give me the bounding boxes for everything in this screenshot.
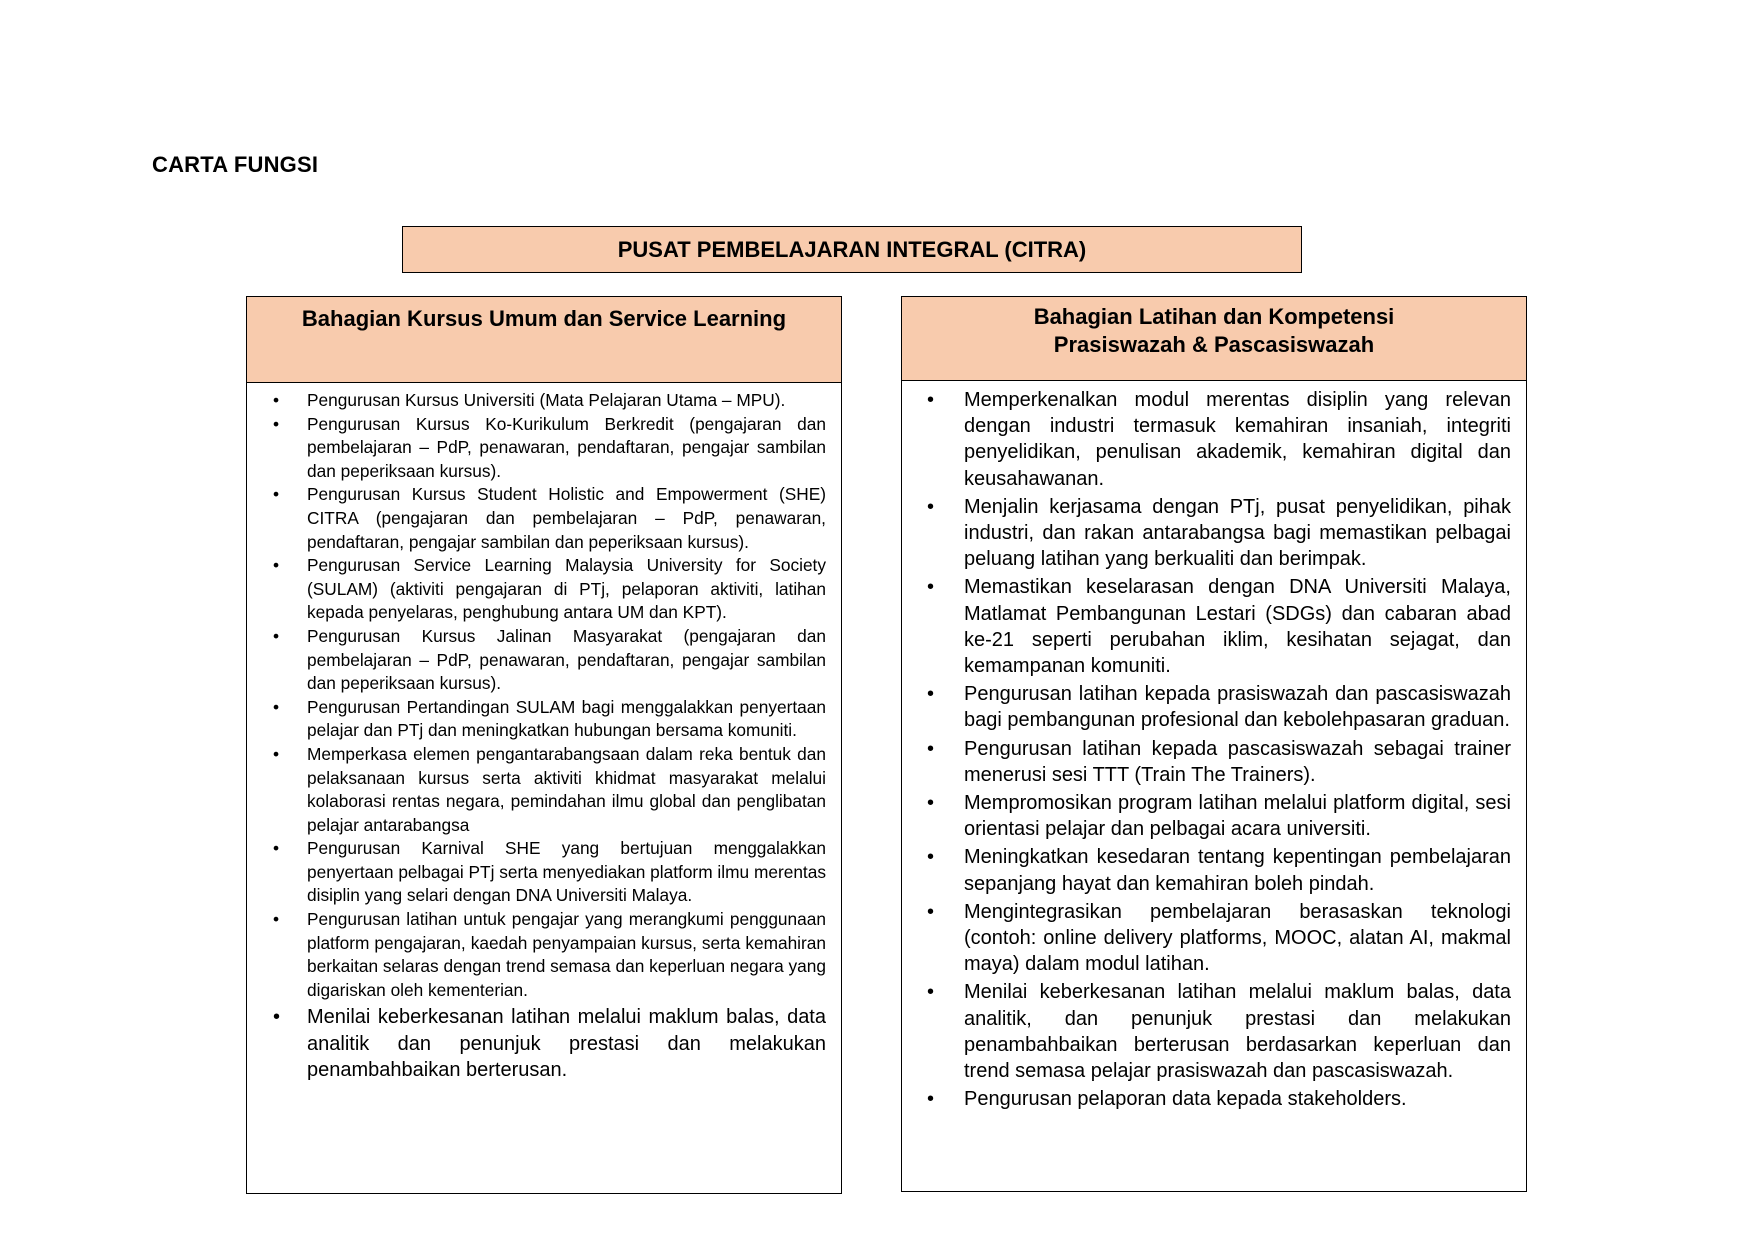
document-title: CARTA FUNGSI <box>152 152 319 177</box>
function-item: • Pengurusan Kursus Jalinan Masyarakat (pengajaran dan pembelajaran – PdP, penawaran, pendaftaran, pengajar sambilan dan peperiksaan kursus). <box>307 625 826 696</box>
function-item: • Pengurusan Kursus Universiti (Mata Pelajaran Utama – MPU). <box>307 389 826 413</box>
division-box-general-courses <box>246 296 842 1194</box>
function-list <box>247 383 841 1084</box>
function-list <box>902 381 1526 1112</box>
division-header <box>247 297 841 383</box>
function-item: • Menjalin kerjasama dengan PTj, pusat penyelidikan, pihak industri, dan rakan antarabangsa bagi memastikan pelbagai peluang latihan yang berkualiti dan berimpak. <box>964 494 1511 573</box>
function-item: • Mempromosikan program latihan melalui platform digital, sesi orientasi pelajar dan pelbagai acara universiti. <box>964 790 1511 842</box>
function-item: • Pengurusan latihan untuk pengajar yang merangkumi penggunaan platform pengajaran, kaedah penyampaian kursus, serta kemahiran berkaitan selaras dengan trend semasa dan keperluan negara yang digariskan oleh kementerian. <box>307 908 826 1002</box>
function-item: • Pengurusan latihan kepada prasiswazah dan pascasiswazah bagi pembangunan profesional dan kebolehpasaran graduan. <box>964 681 1511 733</box>
org-unit-title: PUSAT PEMBELAJARAN INTEGRAL (CITRA) <box>617 236 1087 262</box>
function-item: • Menilai keberkesanan latihan melalui maklum balas, data analitik dan penunjuk prestasi dan melakukan penambahbaikan berterusan. <box>307 1004 826 1084</box>
function-item: • Pengurusan Kursus Ko-Kurikulum Berkredit (pengajaran dan pembelajaran – PdP, penawaran, pendaftaran, pengajar sambilan dan peperiksaan kursus). <box>307 413 826 484</box>
function-item: • Pengurusan latihan kepada pascasiswazah sebagai trainer menerusi sesi TTT (Train The Trainers). <box>964 736 1511 788</box>
function-item: • Memperkenalkan modul merentas disiplin yang relevan dengan industri termasuk kemahiran insaniah, integriti penyelidikan, penulisan akademik, kemahiran digital dan keusahawanan. <box>964 387 1511 492</box>
division-header-line-1: Bahagian Latihan dan Kompetensi <box>1033 304 1395 329</box>
division-header-text: Bahagian Kursus Umum dan Service Learning <box>301 306 787 331</box>
division-header <box>902 297 1526 381</box>
function-item: • Mengintegrasikan pembelajaran berasaskan teknologi (contoh: online delivery platforms, MOOC, alatan AI, makmal maya) dalam modul latihan. <box>964 899 1511 978</box>
function-item: • Pengurusan Service Learning Malaysia University for Society (SULAM) (aktiviti pengajaran di PTj, pelaporan aktiviti, latihan kepada penyelaras, penghubung antara UM dan KPT). <box>307 554 826 625</box>
org-unit-title-box <box>402 226 1302 273</box>
function-item: • Pengurusan Karnival SHE yang bertujuan menggalakkan penyertaan pelbagai PTj serta menyediakan platform ilmu merentas disiplin yang selari dengan DNA Universiti Malaya. <box>307 837 826 908</box>
function-item: • Memastikan keselarasan dengan DNA Universiti Malaya, Matlamat Pembangunan Lestari (SDGs) dan cabaran abad ke-21 seperti perubahan iklim, kesihatan sejagat, dan kemampanan komuniti. <box>964 574 1511 679</box>
function-item: • Pengurusan Pertandingan SULAM bagi menggalakkan penyertaan pelajar dan PTj dan meningkatkan hubungan bersama komuniti. <box>307 696 826 743</box>
division-header-line-2: Prasiswazah & Pascasiswazah <box>1053 332 1375 357</box>
function-item: • Meningkatkan kesedaran tentang kepentingan pembelajaran sepanjang hayat dan kemahiran boleh pindah. <box>964 844 1511 896</box>
function-item: • Menilai keberkesanan latihan melalui maklum balas, data analitik, dan penunjuk prestasi dan melakukan penambahbaikan berterusan berdasarkan keperluan dan trend semasa pelajar prasiswazah dan pascasiswazah. <box>964 979 1511 1084</box>
function-item: • Memperkasa elemen pengantarabangsaan dalam reka bentuk dan pelaksanaan kursus serta aktiviti khidmat masyarakat melalui kolaborasi rentas negara, pemindahan ilmu global dan penglibatan pelajar antarabangsa <box>307 743 826 837</box>
division-box-training-competency <box>901 296 1527 1192</box>
function-item: • Pengurusan Kursus Student Holistic and Empowerment (SHE) CITRA (pengajaran dan pembelajaran – PdP, penawaran, pendaftaran, pengajar sambilan dan peperiksaan kursus). <box>307 483 826 554</box>
function-item: • Pengurusan pelaporan data kepada stakeholders. <box>964 1086 1511 1112</box>
